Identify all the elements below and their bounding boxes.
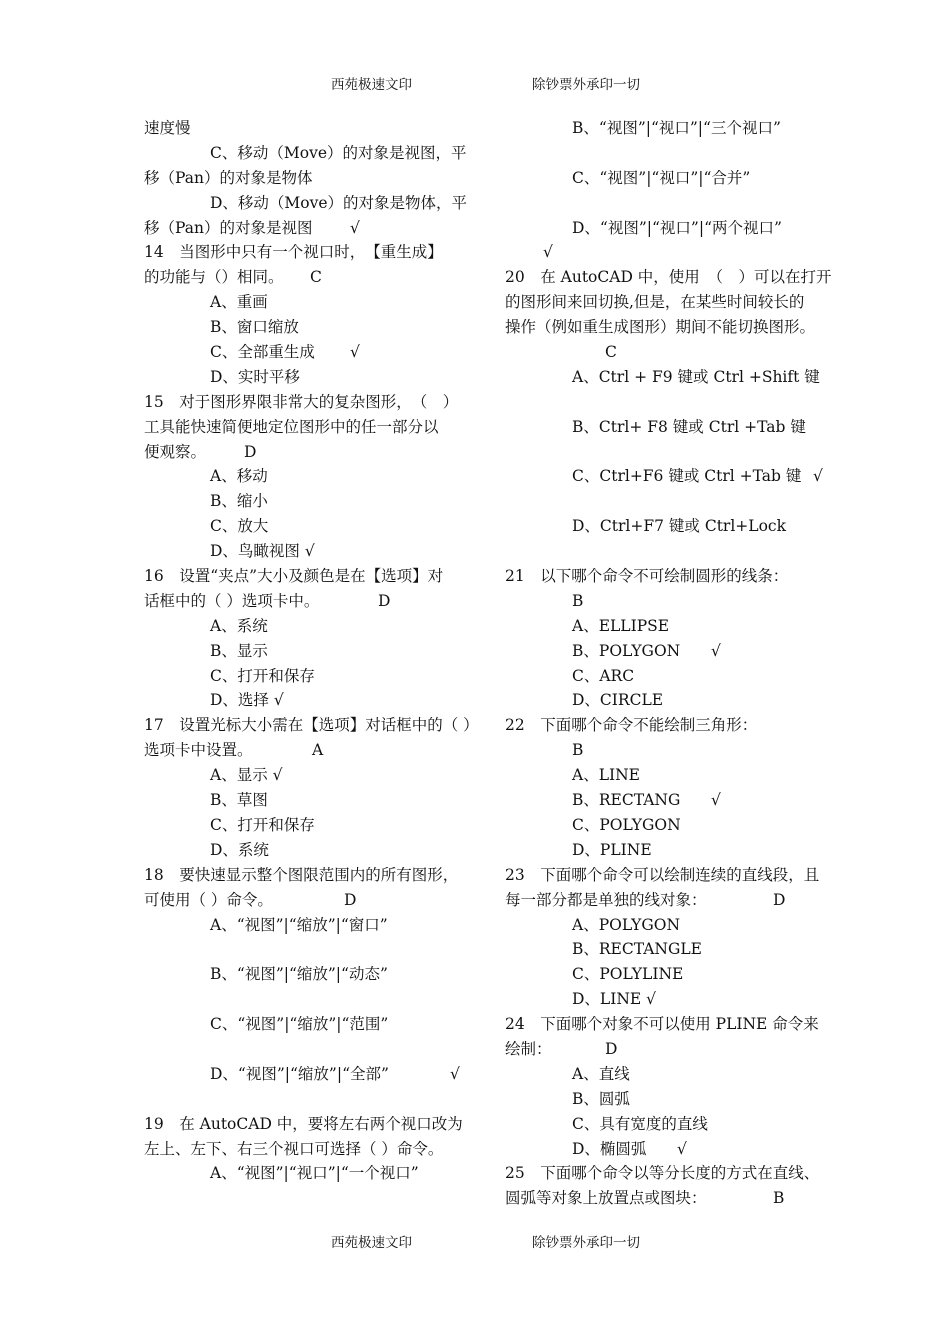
answer-mark: √	[711, 791, 721, 810]
line-text: D、“视图”|“缩放”|“全部”	[210, 1064, 389, 1083]
answer-mark: √	[543, 243, 553, 262]
text-line	[144, 216, 474, 241]
line-text: 18 要快速显示整个图限范围内的所有图形，	[144, 865, 459, 884]
text-line	[144, 639, 474, 664]
text-line	[505, 464, 840, 489]
line-text: C、POLYGON	[572, 815, 681, 834]
text-line	[505, 987, 840, 1012]
line-text: 速度慢	[144, 119, 191, 137]
answer-mark: √	[711, 641, 721, 660]
text-line	[505, 216, 840, 241]
text-line	[144, 987, 474, 1012]
text-line	[144, 390, 474, 415]
text-line	[505, 365, 840, 390]
text-line	[505, 813, 840, 838]
text-line	[144, 191, 474, 216]
line-text: D、选择 √	[210, 691, 284, 710]
line-text: 25 下面哪个命令以等分长度的方式在直线、	[505, 1164, 820, 1183]
text-line	[505, 664, 840, 689]
line-text: B	[572, 741, 584, 760]
line-text: C、打开和保存	[210, 815, 315, 834]
header-left-text: 西苑极速文印	[331, 77, 412, 93]
text-line	[144, 315, 474, 340]
line-text: 24 下面哪个对象不可以使用 PLINE 命令来	[505, 1015, 819, 1034]
answer-mark: √	[677, 1139, 687, 1158]
text-line	[505, 639, 840, 664]
text-line	[505, 290, 840, 315]
text-line	[144, 1037, 474, 1062]
text-line	[505, 1161, 840, 1186]
text-line	[144, 489, 474, 514]
line-text: B、窗口缩放	[210, 318, 299, 337]
line-text: 16 设置“夹点”大小及颜色是在【选项】对	[144, 567, 444, 586]
line-text: 的功能与（）相同。	[144, 268, 284, 287]
answer-mark: D	[773, 890, 786, 909]
line-text: D、LINE √	[572, 990, 657, 1009]
line-text: D、PLINE	[572, 840, 652, 859]
line-text: 工具能快速简便地定位图形中的任一部分以	[144, 417, 439, 436]
text-line	[144, 116, 474, 141]
text-line	[144, 464, 474, 489]
text-line	[144, 240, 474, 265]
line-text: 每一部分都是单独的线对象：	[505, 890, 707, 909]
text-line	[144, 340, 474, 365]
text-line	[505, 514, 840, 539]
line-text: D、实时平移	[210, 367, 300, 386]
answer-mark: D	[344, 890, 357, 909]
text-line	[505, 589, 840, 614]
text-line	[144, 514, 474, 539]
line-text: A、LINE	[572, 766, 640, 785]
line-text: A、直线	[572, 1064, 630, 1083]
text-line	[144, 1161, 474, 1186]
line-text: 的图形间来回切换,但是，在某些时间较长的	[505, 293, 805, 312]
answer-mark: D	[605, 1039, 618, 1058]
text-line	[144, 788, 474, 813]
line-text: B、RECTANG	[572, 791, 681, 810]
line-text: 左上、左下、右三个视口可选择（ ）命令。	[144, 1139, 444, 1158]
text-line	[144, 763, 474, 788]
text-line	[505, 937, 840, 962]
answer-mark: A	[312, 741, 324, 760]
line-text: D、Ctrl+F7 键或 Ctrl+Lock	[572, 517, 786, 536]
answer-mark: D	[244, 442, 257, 461]
line-text: 14 当图形中只有一个视口时， 【重生成】	[144, 243, 443, 262]
text-line	[505, 390, 840, 415]
header-right-text: 除钞票外承印一切	[532, 77, 640, 93]
text-line	[505, 1186, 840, 1211]
answer-mark: √	[350, 343, 360, 362]
right-column	[505, 116, 840, 1211]
line-text: B、圆弧	[572, 1089, 630, 1108]
line-text: 圆弧等对象上放置点或图块：	[505, 1189, 707, 1208]
answer-mark: C	[310, 268, 322, 287]
text-line	[144, 888, 474, 913]
line-text: B、缩小	[210, 492, 268, 511]
line-text: D、鸟瞰视图 √	[210, 542, 315, 561]
text-line	[144, 166, 474, 191]
text-line	[144, 664, 474, 689]
text-line	[144, 365, 474, 390]
line-text: A、ELLIPSE	[572, 616, 670, 635]
footer-left-text: 西苑极速文印	[331, 1235, 412, 1251]
line-text: 可使用（ ）命令。	[144, 890, 273, 909]
text-line	[144, 913, 474, 938]
text-line	[505, 838, 840, 863]
line-text: B、RECTANGLE	[572, 940, 702, 959]
line-text: B、“视图”|“缩放”|“动态”	[210, 965, 388, 984]
text-line	[144, 415, 474, 440]
line-text: A、Ctrl + F9 键或 Ctrl +Shift 键	[572, 367, 820, 386]
text-line	[505, 913, 840, 938]
text-line	[144, 813, 474, 838]
line-text: D、移动（Move）的对象是物体，平	[210, 193, 468, 212]
text-line	[505, 688, 840, 713]
line-text: A、POLYGON	[572, 915, 681, 934]
line-text: C、移动（Move）的对象是视图，平	[210, 143, 467, 162]
line-text: 绘制：	[505, 1039, 552, 1058]
line-text: A、“视图”|“视口”|“一个视口”	[210, 1164, 419, 1183]
line-text: A、系统	[210, 616, 268, 635]
line-text: 操作（例如重生成图形）期间不能切换图形。	[505, 318, 816, 337]
text-line	[505, 166, 840, 191]
text-line	[505, 888, 840, 913]
line-text: 21 以下哪个命令不可绘制圆形的线条：	[505, 567, 789, 586]
line-text: A、重画	[210, 293, 268, 312]
line-text: B、“视图”|“视口”|“三个视口”	[572, 119, 781, 137]
text-line	[144, 713, 479, 738]
text-line	[505, 116, 840, 141]
text-line	[144, 1137, 474, 1162]
text-line	[505, 738, 840, 763]
left-column	[144, 116, 479, 1186]
line-text: 话框中的（ ）选项卡中。	[144, 591, 320, 610]
text-line	[505, 1112, 840, 1137]
line-text: 22 下面哪个命令不能绘制三角形：	[505, 716, 758, 735]
text-line	[505, 315, 840, 340]
text-line	[144, 564, 474, 589]
text-line	[505, 614, 840, 639]
text-line	[144, 290, 474, 315]
line-text: B、草图	[210, 791, 268, 810]
text-line	[144, 141, 474, 166]
text-line	[505, 265, 840, 290]
text-line	[505, 1012, 840, 1037]
text-line	[144, 589, 474, 614]
text-line	[505, 1062, 840, 1087]
text-line	[505, 415, 840, 440]
answer-mark: √	[350, 218, 360, 237]
line-text: 17 设置光标大小需在【选项】对话框中的（ ）	[144, 716, 479, 735]
line-text: B、POLYGON	[572, 641, 681, 660]
line-text: A、移动	[210, 467, 268, 486]
text-line	[505, 1087, 840, 1112]
text-line	[505, 340, 840, 365]
text-line	[144, 440, 474, 465]
text-line	[144, 1112, 474, 1137]
text-line	[505, 863, 840, 888]
text-line	[144, 539, 474, 564]
line-text: C、ARC	[572, 666, 635, 685]
line-text: C、POLYLINE	[572, 965, 684, 984]
text-line	[505, 240, 840, 265]
line-text: 23 下面哪个命令可以绘制连续的直线段，且	[505, 865, 820, 884]
text-line	[505, 788, 840, 813]
line-text: D、椭圆弧	[572, 1139, 647, 1158]
line-text: A、显示 √	[210, 766, 283, 785]
text-line	[505, 489, 840, 514]
line-text: B、显示	[210, 641, 268, 660]
text-line	[144, 1062, 474, 1087]
text-line	[144, 1087, 474, 1112]
answer-mark: C	[605, 343, 617, 362]
text-line	[144, 738, 474, 763]
answer-mark: √	[450, 1064, 460, 1083]
line-text: D、系统	[210, 840, 269, 859]
text-line	[505, 713, 840, 738]
line-text: C、具有宽度的直线	[572, 1114, 708, 1133]
text-line	[505, 1137, 840, 1162]
text-line	[144, 614, 474, 639]
text-line	[144, 838, 474, 863]
line-text: 便观察。	[144, 442, 207, 461]
text-line	[505, 1037, 840, 1062]
line-text: 19 在 AutoCAD 中，要将左右两个视口改为	[144, 1114, 463, 1133]
line-text: D、“视图”|“视口”|“两个视口”	[572, 218, 782, 237]
answer-mark: B	[773, 1189, 785, 1208]
line-text: A、“视图”|“缩放”|“窗口”	[210, 915, 388, 934]
answer-mark: D	[378, 591, 391, 610]
text-line	[505, 962, 840, 987]
line-text: D、CIRCLE	[572, 691, 664, 710]
text-line	[144, 863, 474, 888]
text-line	[505, 141, 840, 166]
text-line	[505, 440, 840, 465]
line-text: 移（Pan）的对象是视图	[144, 218, 313, 237]
line-text: C、全部重生成	[210, 343, 315, 362]
text-line	[144, 937, 474, 962]
line-text: 移（Pan）的对象是物体	[144, 168, 313, 187]
line-text: C、“视图”|“视口”|“合并”	[572, 168, 751, 187]
line-text: B	[572, 591, 584, 610]
line-text: 20 在 AutoCAD 中，使用 （ ）可以在打开	[505, 268, 832, 287]
text-line	[144, 962, 474, 987]
line-text: C、打开和保存	[210, 666, 315, 685]
text-line	[505, 539, 840, 564]
text-line	[505, 191, 840, 216]
text-line	[144, 1012, 474, 1037]
text-line	[505, 564, 840, 589]
line-text: 15 对于图形界限非常大的复杂图形， （ ）	[144, 392, 459, 411]
answer-mark: √	[813, 467, 823, 486]
line-text: C、“视图”|“缩放”|“范围”	[210, 1015, 389, 1034]
text-line	[505, 763, 840, 788]
line-text: B、Ctrl+ F8 键或 Ctrl +Tab 键	[572, 417, 806, 436]
text-line	[144, 265, 474, 290]
line-text: C、Ctrl+F6 键或 Ctrl +Tab 键	[572, 467, 802, 486]
line-text: C、放大	[210, 517, 269, 536]
text-line	[144, 688, 474, 713]
footer-right-text: 除钞票外承印一切	[532, 1235, 640, 1251]
line-text: 选项卡中设置。	[144, 741, 253, 760]
